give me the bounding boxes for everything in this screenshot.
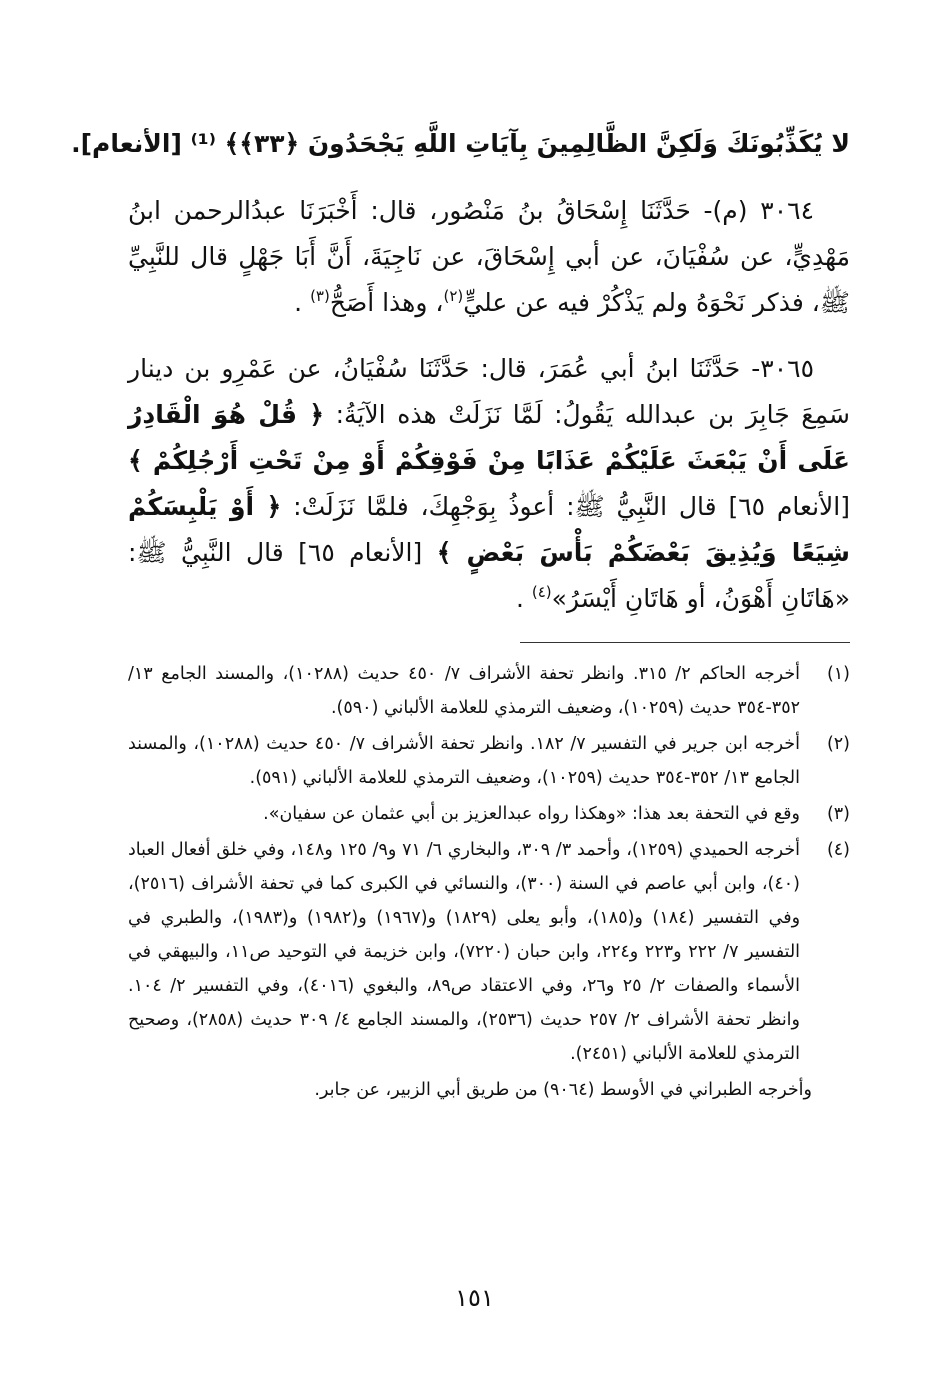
hadith-3064-end: . (294, 288, 311, 317)
footnotes-list (128, 657, 850, 1071)
footnote-text: أخرجه الحاكم ٢/ ٣١٥. وانظر تحفة الأشراف ٧/ ٤٥٠ حديث (١٠٢٨٨)، والمسند الجامع ١٣/ ٣٥٢-٣٥٤ حديث (١٠٢٥٩)، وضعيف الترمذي للعلامة الألباني (٥٩٠). (128, 664, 801, 718)
quran-verse-text: لا يُكَذِّبُونَكَ وَلَكِنَّ الظَّالِمِينَ بِآيَاتِ اللَّهِ يَجْحَدُونَ ﴿٣٣﴾﴾ ⁽¹⁾ [الأنعام]. (71, 129, 850, 158)
page-body (71, 118, 850, 1107)
hadith-3065 (128, 346, 850, 622)
footnote-number: (٤) (826, 840, 850, 860)
hadith-3065-part3: [الأنعام ٦٥] قال النَّبِيُّ ﷺ: «هَاتَانِ أَهْوَنُ، أو هَاتَانِ أَيْسَرُ» (128, 538, 850, 613)
footnote-item (128, 657, 850, 725)
page-number: ١٥١ (455, 1284, 494, 1312)
footnote-divider (520, 642, 850, 643)
footnote-number: (١) (826, 664, 850, 684)
hadith-3065-end: . (515, 584, 532, 613)
quran-ayah-2: ﴿ أَوْ يَلْبِسَكُمْ شِيَعًا وَيُذِيقَ بَعْضَكُمْ بَأْسَ بَعْضٍ ﴾ (128, 492, 850, 567)
footnote-ref-3[interactable]: (٣) (310, 287, 330, 305)
additional-note: وأخرجه الطبراني في الأوسط (٩٠٦٤) من طريق أبي الزبير، عن جابر. (314, 1080, 812, 1100)
footnote-text: أخرجه الحميدي (١٢٥٩)، وأحمد ٣/ ٣٠٩، والبخاري ٦/ ٧١ و٩/ ١٢٥ و١٤٨، وفي خلق أفعال العباد (٤٠)، وابن أبي عاصم في السنة (٣٠٠)، والنسائي في الكبرى كما في تحفة الأشراف (٢٥١٦)، وفي التفسير (١٨٤) و(١٨٥)، وأبو يعلى (١٨٢٩) و(١٩٦٧) و(١٩٨٢) و(١٩٨٣)، والطبري في التفسير ٧/ ٢٢٢ و٢٢٣ و٢٢٤، وابن حبان (٧٢٢٠)، وابن خزيمة في التوحيد ص١١، والبيهقي في الأسماء والصفات ٢/ ٢٥ و٢٦، وفي الاعتقاد ص٨٩، والبغوي (٤٠١٦)، وفي التفسير ٢/ ١٠٤. وانظر تحفة الأشراف ٢/ ٢٥٧ حديث (٢٥٣٦)، والمسند الجامع ٤/ ٣٠٩ حديث (٢٨٥٨)، وصحيح الترمذي للعلامة الألباني (٢٤٥١). (128, 840, 801, 1064)
footnote-ref-2[interactable]: (٢) (443, 287, 464, 305)
hadith-3064 (128, 188, 850, 326)
footnote-item (128, 797, 850, 831)
footnote-text: وقع في التحفة بعد هذا: «وهكذا رواه عبدالعزيز بن أبي عثمان عن سفيان». (263, 804, 800, 824)
hadith-3064-mid: ، وهذا أَصَحُّ (329, 288, 444, 317)
hadith-3065-part1: ٣٠٦٥- حَدَّثَنَا ابنُ أبي عُمَرَ، قال: حَدَّثَنَا سُفْيَانُ، عن عَمْرِو بن دينار سَمِعَ جَابِرَ بن عبدالله يَقُولُ: لَمَّا نَزَلَتْ هذه الآيَةُ: (128, 354, 850, 429)
footnote-item (128, 727, 850, 795)
footnote-text: أخرجه ابن جرير في التفسير ٧/ ١٨٢. وانظر تحفة الأشراف ٧/ ٤٥٠ حديث (١٠٢٨٨)، والمسند الجامع ١٣/ ٣٥٢-٣٥٤ حديث (١٠٢٥٩)، وضعيف الترمذي للعلامة الألباني (٥٩١). (128, 734, 800, 788)
footnote-number: (٢) (826, 734, 850, 754)
hadith-3064-text: ٣٠٦٤ (م)- حَدَّثَنَا إِسْحَاقُ بنُ مَنْصُور، قال: أَخْبَرَنَا عبدُالرحمن ابنُ مَهْدِيٍّ، عن سُفْيَانَ، عن أبي إِسْحَاقَ، عن نَاجِيَةَ، أَنَّ أَبَا جَهْلٍ قال للنَّبِيِّ ﷺ، فذكر نَحْوَهُ ولم يَذْكُرْ فيه عن عليٍّ (128, 196, 850, 317)
hadith-3065-part2: [الأنعام ٦٥] قال النَّبِيُّ ﷺ: أعوذُ بِوَجْهِكَ، فلمَّا نَزَلَتْ: (281, 492, 850, 521)
quran-verse-line (71, 118, 850, 170)
footnote-item (128, 833, 850, 1071)
footnote-ref-4[interactable]: (٤) (531, 583, 552, 601)
quran-ayah-1: ﴿ قُلْ هُوَ الْقَادِرُ عَلَى أَنْ يَبْعَثَ عَلَيْكُمْ عَذَابًا مِنْ فَوْقِكُمْ أَوْ مِنْ تَحْتِ أَرْجُلِكُمْ ﴾ (128, 400, 850, 475)
footnote-number: (٣) (826, 804, 850, 824)
